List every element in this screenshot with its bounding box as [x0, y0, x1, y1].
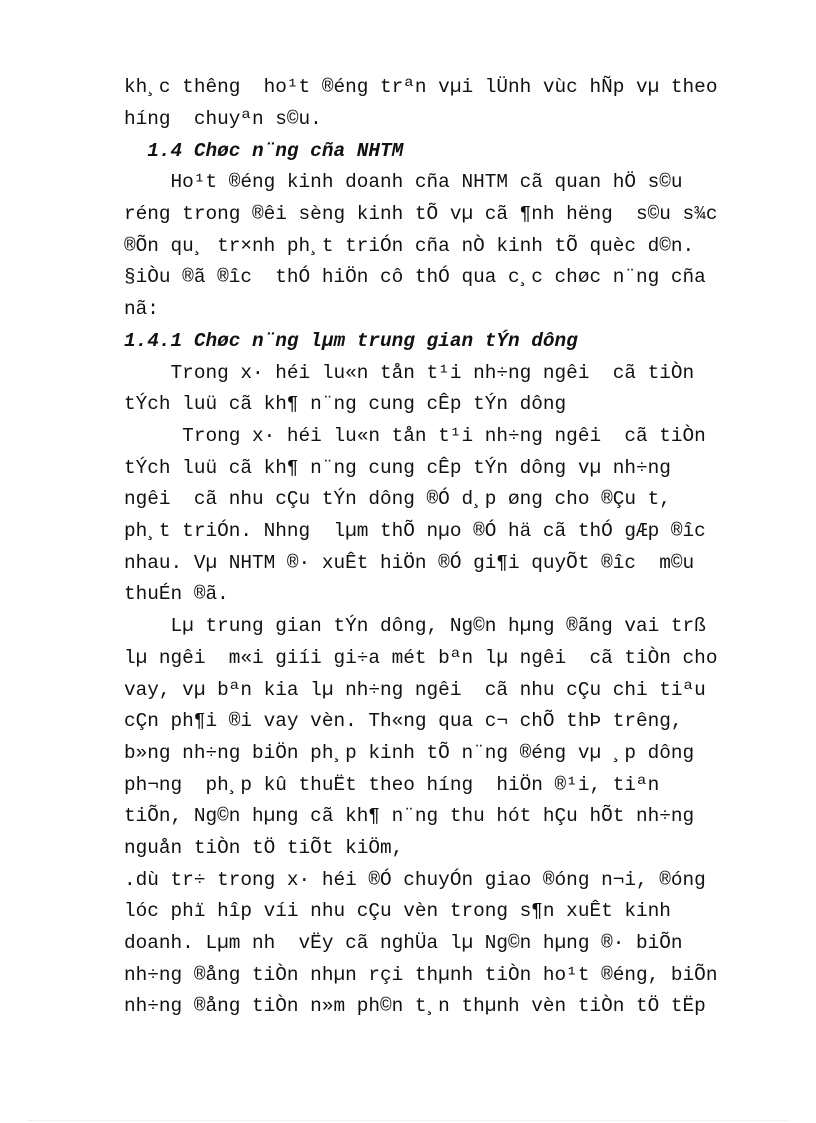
text-line: b»ng nh÷ng biÖn ph¸p kinh tÕ n¨ng ®éng vµ ¸p dông — [124, 742, 695, 764]
text-line: híng chuyªn s©u. — [124, 108, 322, 130]
text-line: thuÉn ®ã. — [124, 583, 229, 605]
text-line: tiÕn, Ng©n hµng cã kh¶ n¨ng thu hót hÇu hÕt nh÷ng — [124, 805, 695, 827]
page-bottom-divider — [28, 1120, 788, 1121]
text-line: Ho¹t ®éng kinh doanh cña NHTM cã quan hÖ s©u — [124, 171, 683, 193]
text-line: nhau. Vµ NHTM ®· xuÊt hiÖn ®Ó gi¶i quyÕt ®îc m©u — [124, 552, 695, 574]
text-line: kh¸c thêng ho¹t ®éng trªn vµi lÜnh vùc hÑp vµ theo — [124, 76, 718, 98]
text-line: nã: — [124, 298, 159, 320]
section-heading: 1.4.1 Chøc n¨ng lµm trung gian tÝn dông — [124, 330, 578, 352]
text-line: Lµ trung gian tÝn dông, Ng©n hµng ®ãng vai trß — [124, 615, 706, 637]
text-line: réng trong ®êi sèng kinh tÕ vµ cã ¶nh hëng s©u s¾c — [124, 203, 718, 225]
text-line: .dù tr÷ trong x· héi ®Ó chuyÓn giao ®óng n¬i, ®óng — [124, 869, 706, 891]
text-line: ph¬ng ph¸p kû thuËt theo híng hiÖn ®¹i, tiªn — [124, 774, 660, 796]
text-line: tÝch luü cã kh¶ n¨ng cung cÊp tÝn dông vµ nh÷ng — [124, 457, 671, 479]
text-line: Trong x· héi lu«n tån t¹i nh÷ng ngêi cã tiÒn — [124, 362, 695, 384]
text-line: nh÷ng ®ång tiÒn n»m ph©n t¸n thµnh vèn tiÒn tÖ tËp — [124, 995, 706, 1017]
text-line: ®Õn qu¸ tr×nh ph¸t triÓn cña nÒ kinh tÕ quèc d©n. — [124, 235, 695, 257]
text-line: §iÒu ®ã ®îc thÓ hiÖn cô thÓ qua c¸c chøc n¨ng cña — [124, 266, 706, 288]
text-line: lµ ngêi m«i giíi gi÷a mét bªn lµ ngêi cã tiÒn cho — [124, 647, 718, 669]
text-line: vay, vµ bªn kia lµ nh÷ng ngêi cã nhu cÇu chi tiªu — [124, 679, 706, 701]
text-line: tÝch luü cã kh¶ n¨ng cung cÊp tÝn dông — [124, 393, 567, 415]
text-line: doanh. Lµm nh vËy cã nghÜa lµ Ng©n hµng ®· biÕn — [124, 932, 683, 954]
text-line: nh÷ng ®ång tiÒn nhµn rçi thµnh tiÒn ho¹t ®éng, biÕn — [124, 964, 718, 986]
text-line: lóc phï hîp víi nhu cÇu vèn trong s¶n xuÊt kinh — [124, 900, 671, 922]
text-line: ph¸t triÓn. Nhng lµm thÕ nµo ®Ó hä cã thÓ gÆp ®îc — [124, 520, 706, 542]
text-line: ngêi cã nhu cÇu tÝn dông ®Ó d¸p øng cho ®Çu t, — [124, 488, 671, 510]
text-line: Trong x· héi lu«n tån t¹i nh÷ng ngêi cã tiÒn — [124, 425, 706, 447]
text-line: nguån tiÒn tÖ tiÕt kiÖm, — [124, 837, 404, 859]
text-line: cÇn ph¶i ®i vay vèn. Th«ng qua c¬ chÕ thÞ trêng, — [124, 710, 683, 732]
section-heading: 1.4 Chøc n¨ng cña NHTM — [124, 140, 404, 162]
